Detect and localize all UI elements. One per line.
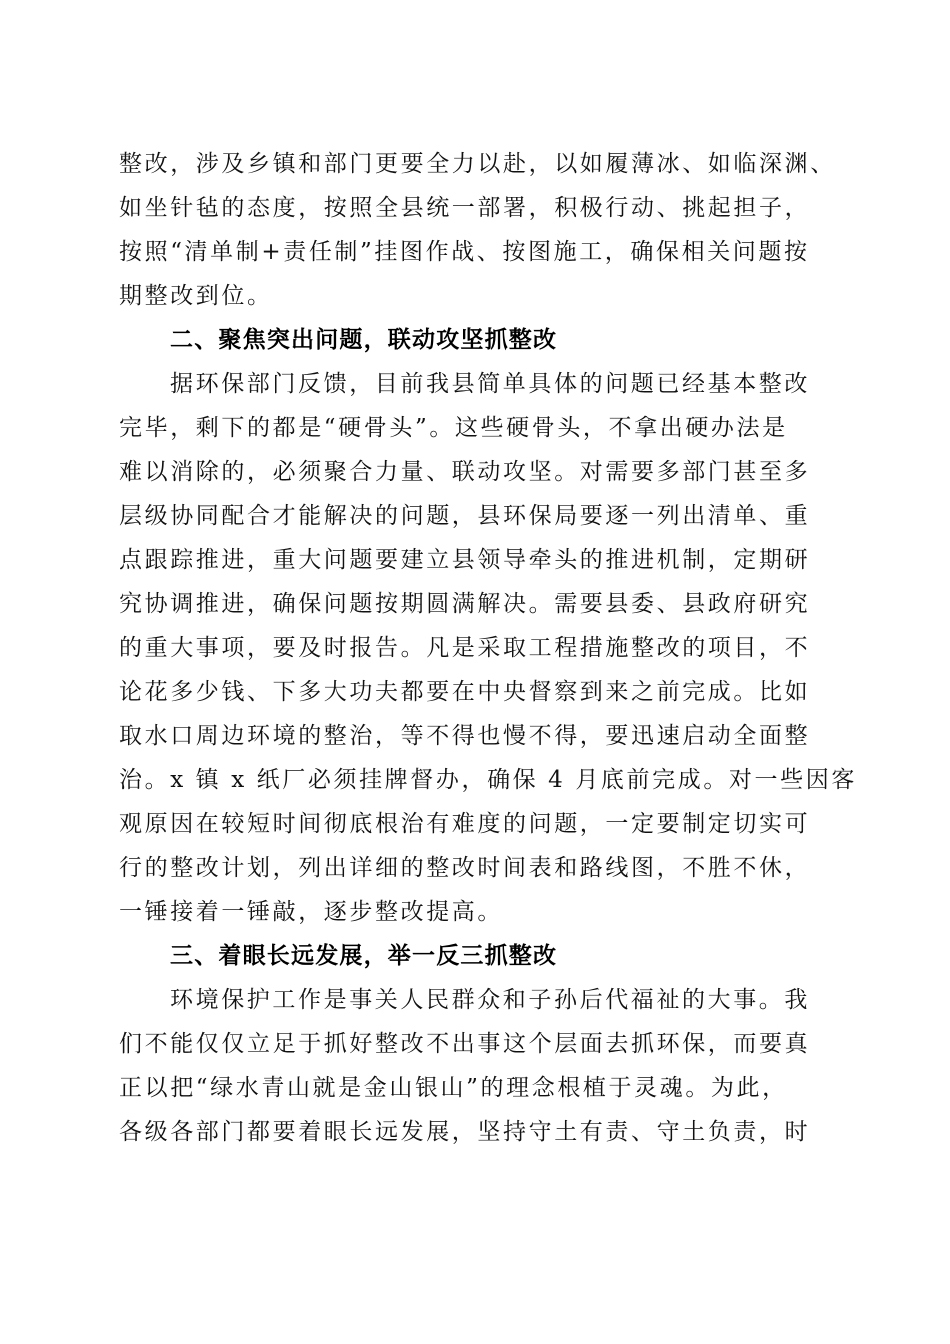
paragraph-line: 环境保护工作是事关人民群众和子孙后代福祉的大事。我 [170,987,810,1013]
paragraph-line: 一锤接着一锤敲，逐步整改提高。 [119,899,503,925]
paragraph-line: 们不能仅仅立足于抓好整改不出事这个层面去抓环保，而要真 [119,1031,811,1057]
paragraph-line: 如坐针毡的态度，按照全县统一部署，积极行动、挑起担子， [119,195,811,221]
paragraph-line: 治。x 镇 x 纸厂必须挂牌督办，确保 4 月底前完成。对一些因客 [119,767,857,793]
paragraph-line: 按照“清单制+责任制”挂图作战、按图施工，确保相关问题按 [119,239,810,265]
paragraph-line: 各级各部门都要着眼长远发展，坚持守土有责、守土负责，时 [119,1119,811,1145]
paragraph-line: 论花多少钱、下多大功夫都要在中央督察到来之前完成。比如 [119,679,811,705]
paragraph-line: 的重大事项，要及时报告。凡是采取工程措施整改的项目，不 [119,635,811,661]
section-heading: 二、聚焦突出问题，联动攻坚抓整改 [170,327,558,353]
paragraph-line: 行的整改计划，列出详细的整改时间表和路线图，不胜不休， [119,855,811,881]
paragraph-line: 完毕，剩下的都是“硬骨头”。这些硬骨头，不拿出硬办法是 [119,415,788,441]
paragraph-line: 难以消除的，必须聚合力量、联动攻坚。对需要多部门甚至多 [119,459,811,485]
paragraph-line: 观原因在较短时间彻底根治有难度的问题，一定要制定切实可 [119,811,811,837]
paragraph-line: 究协调推进，确保问题按期圆满解决。需要县委、县政府研究 [119,591,811,617]
paragraph-line: 层级协同配合才能解决的问题，县环保局要逐一列出清单、重 [119,503,811,529]
section-heading: 三、着眼长远发展，举一反三抓整改 [170,943,558,969]
paragraph-line: 整改，涉及乡镇和部门更要全力以赴，以如履薄冰、如临深渊、 [119,151,836,177]
paragraph-line: 点跟踪推进，重大问题要建立县领导牵头的推进机制，定期研 [119,547,811,573]
paragraph-line: 期整改到位。 [119,283,273,309]
paragraph-line: 正以把“绿水青山就是金山银山”的理念根植于灵魂。为此， [119,1075,788,1101]
paragraph-line: 据环保部门反馈，目前我县简单具体的问题已经基本整改 [170,371,810,397]
paragraph-line: 取水口周边环境的整治，等不得也慢不得，要迅速启动全面整 [119,723,811,749]
